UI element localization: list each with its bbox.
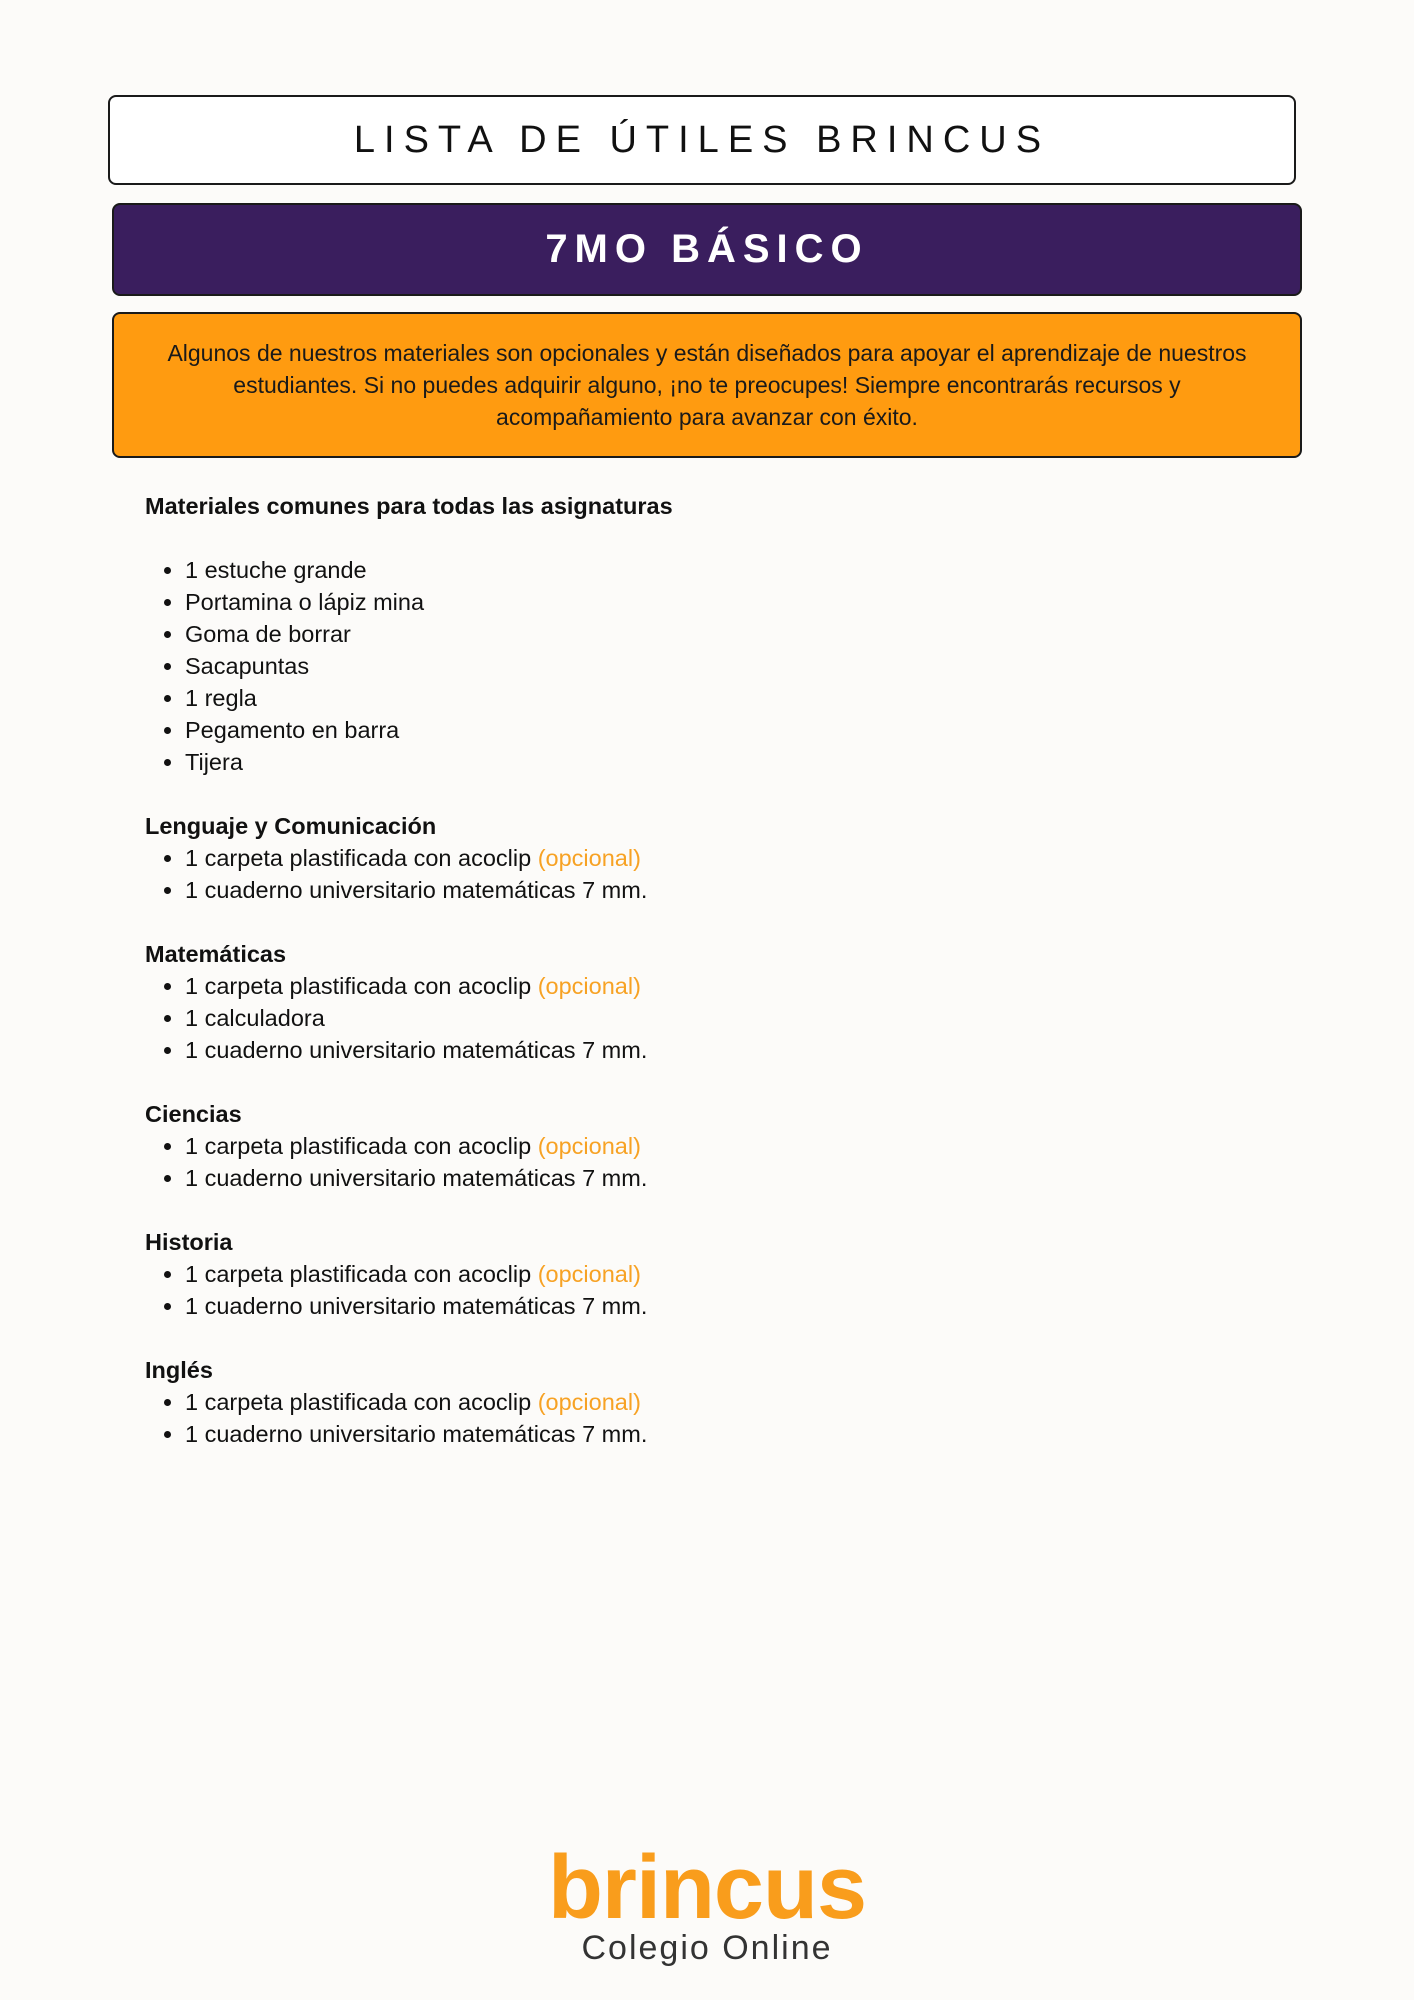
section-title: Ciencias — [145, 1101, 242, 1127]
list-item — [185, 1418, 1245, 1450]
item-text: 1 carpeta plastificada con acoclip — [185, 973, 532, 999]
list-item — [185, 1130, 1245, 1162]
subject-list — [145, 1258, 1245, 1322]
item-text: 1 carpeta plastificada con acoclip — [185, 1261, 532, 1287]
common-materials-section — [145, 490, 1245, 778]
logo-subtitle: Colegio Online — [581, 1929, 833, 1967]
optional-materials-note: Algunos de nuestros materiales son opcionales y están diseñados para apoyar el aprendizaje de nuestros estudiantes. Si no puedes adquirir alguno, ¡no te preocupes! Siempre encontrarás recursos y acompañamiento para avanzar con éxito. — [112, 312, 1302, 458]
item-text: 1 carpeta plastificada con acoclip — [185, 1389, 532, 1415]
list-item: • Goma de borrar — [185, 618, 1245, 650]
list-item — [185, 1162, 1245, 1194]
list-item: • 1 estuche grande — [185, 554, 1245, 586]
section-title: Matemáticas — [145, 941, 287, 967]
item-text: 1 carpeta plastificada con acoclip — [185, 845, 532, 871]
section-title: Materiales comunes para todas las asignaturas — [145, 493, 673, 519]
subject-list — [145, 970, 1245, 1066]
subject-section-ciencias — [145, 1098, 1245, 1194]
list-item — [185, 970, 1245, 1002]
subject-list — [145, 842, 1245, 906]
list-item — [185, 842, 1245, 874]
section-title: Lenguaje y Comunicación — [145, 813, 437, 839]
list-item: • Pegamento en barra — [185, 714, 1245, 746]
list-item: • Sacapuntas — [185, 650, 1245, 682]
subject-list — [145, 1386, 1245, 1450]
item-text: 1 calculadora — [185, 1005, 325, 1031]
subject-section-historia — [145, 1226, 1245, 1322]
logo-wordmark: brincus — [547, 1838, 867, 1938]
optional-tag: (opcional) — [537, 1261, 641, 1287]
list-item — [185, 1034, 1245, 1066]
item-text: 1 carpeta plastificada con acoclip — [185, 1133, 532, 1159]
optional-tag: (opcional) — [537, 973, 641, 999]
common-materials-list — [145, 554, 1245, 778]
list-item — [185, 1258, 1245, 1290]
item-text: 1 cuaderno universitario matemáticas 7 mm. — [185, 1165, 648, 1191]
item-text: 1 cuaderno universitario matemáticas 7 mm. — [185, 1037, 648, 1063]
item-text: 1 cuaderno universitario matemáticas 7 mm. — [185, 877, 648, 903]
subject-section-matematicas — [145, 938, 1245, 1066]
item-text: 1 cuaderno universitario matemáticas 7 mm. — [185, 1293, 648, 1319]
list-item — [185, 1002, 1245, 1034]
supplies-list — [145, 490, 1245, 1482]
list-item — [185, 874, 1245, 906]
optional-tag: (opcional) — [537, 845, 641, 871]
item-text: 1 cuaderno universitario matemáticas 7 mm. — [185, 1421, 648, 1447]
subject-section-ingles — [145, 1354, 1245, 1450]
document-title: LISTA DE ÚTILES BRINCUS — [108, 95, 1296, 185]
section-title: Historia — [145, 1229, 233, 1255]
grade-banner: 7MO BÁSICO — [112, 203, 1302, 296]
list-item — [185, 1290, 1245, 1322]
section-title: Inglés — [145, 1357, 213, 1383]
optional-tag: (opcional) — [537, 1389, 641, 1415]
subject-list — [145, 1130, 1245, 1194]
subject-section-lenguaje — [145, 810, 1245, 906]
list-item: • 1 regla — [185, 682, 1245, 714]
brincus-logo — [0, 1838, 1414, 1968]
list-item: • Portamina o lápiz mina — [185, 586, 1245, 618]
list-item — [185, 1386, 1245, 1418]
optional-tag: (opcional) — [537, 1133, 641, 1159]
list-item: • Tijera — [185, 746, 1245, 778]
